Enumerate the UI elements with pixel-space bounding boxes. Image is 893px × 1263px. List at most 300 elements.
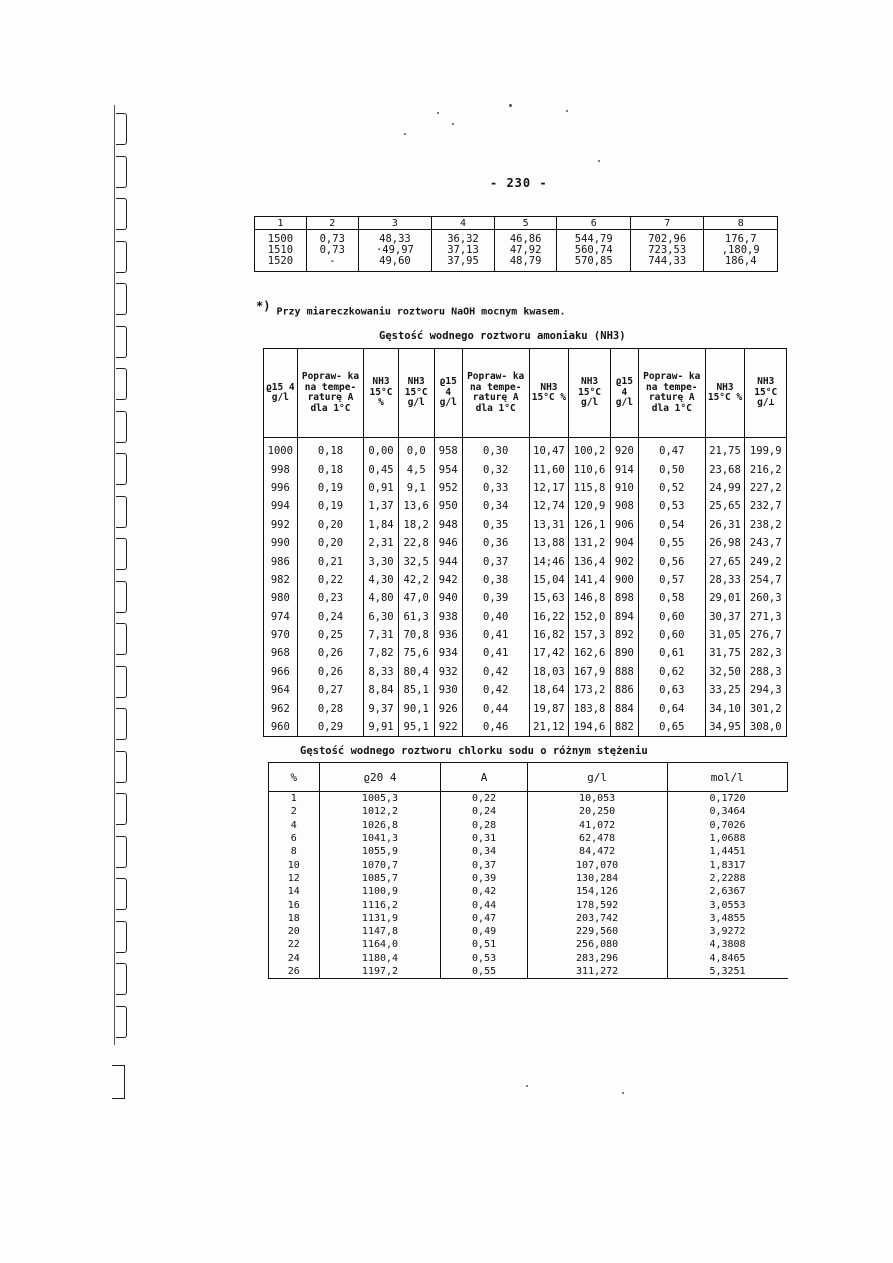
table-row (269, 965, 788, 979)
table-cell: 4,8465 (667, 952, 787, 965)
scan-speck (622, 1092, 624, 1094)
nacl-density-table (268, 762, 788, 979)
table-cell: 906 (610, 516, 638, 534)
table-cell: 0,61 (638, 644, 705, 662)
table-cell: 0,51 (441, 938, 527, 951)
table-cell: 178,592 (527, 898, 667, 911)
table-cell: 24 (287, 952, 300, 964)
table-cell: 18,64 (529, 681, 569, 699)
table-cell: 13,88 (529, 534, 569, 552)
binding-ring (116, 836, 127, 868)
table-cell: 1,0688 (667, 832, 787, 845)
column-header: 8 (704, 217, 778, 230)
table-cell: 0,1720 (667, 792, 787, 806)
table-cell: 136,4 (569, 552, 610, 570)
table-cell: 0,7026 (667, 819, 787, 832)
table-cell: 19,87 (529, 699, 569, 717)
table-cell: 922 (434, 718, 462, 737)
table-cell: 46,86 47,92 48,79 (494, 230, 557, 272)
table-cell: 0,52 (638, 479, 705, 497)
table-cell: 0,41 (462, 626, 529, 644)
table-cell: 0,58 (638, 589, 705, 607)
table-cell: 11,60 (529, 460, 569, 478)
column-header: g/l (527, 763, 667, 792)
table-cell: 34,10 (705, 699, 745, 717)
table-cell: 12,17 (529, 479, 569, 497)
spiral-binding (110, 105, 132, 1045)
table-body (264, 438, 787, 737)
table-cell: 892 (610, 626, 638, 644)
table-cell: 948 (434, 516, 462, 534)
table-cell: 229,560 (527, 925, 667, 938)
table-row (255, 230, 778, 272)
table-cell: 28,33 (705, 571, 745, 589)
table-header-row (264, 349, 787, 438)
table-cell: 183,8 (569, 699, 610, 717)
table-cell: 18 (287, 912, 300, 924)
nacl-table-title: Gęstość wodnego roztworu chlorku sodu o różnym stężeniu (300, 745, 648, 757)
table-cell: 2,31 (364, 534, 398, 552)
table-cell: 173,2 (569, 681, 610, 699)
table-cell: 254,7 (745, 571, 787, 589)
table-row (264, 552, 787, 570)
table-cell: 1055,9 (319, 845, 441, 858)
table-cell: 0,0 (398, 438, 434, 461)
table-cell: 0,53 (441, 952, 527, 965)
table-cell: 966 (264, 663, 298, 681)
table-cell: 1012,2 (319, 805, 441, 818)
binding-ring (116, 878, 127, 910)
binding-spine (114, 105, 115, 1045)
table-cell: 84,472 (527, 845, 667, 858)
table-cell: 888 (610, 663, 638, 681)
table-cell: 0,38 (462, 571, 529, 589)
column-header: NH3 15°C % (529, 349, 569, 438)
table-cell: 0,3464 (667, 805, 787, 818)
table-cell: 8 (290, 846, 297, 858)
table-cell: 8,33 (364, 663, 398, 681)
table-header-row (269, 763, 788, 792)
scan-speck (566, 110, 568, 112)
table-cell: 960 (264, 718, 298, 737)
table-cell: 894 (610, 608, 638, 626)
table-cell: 1164,0 (319, 938, 441, 951)
table-row (269, 858, 788, 871)
table-cell: 544,79 560,74 570,85 (557, 230, 630, 272)
table-cell: 1041,3 (319, 832, 441, 845)
table-cell: 1500 1510 1520 (267, 233, 294, 267)
table-cell: 2 (290, 806, 297, 818)
table-cell: 13,31 (529, 516, 569, 534)
table-cell: 17,42 (529, 644, 569, 662)
table-cell: 0,55 (638, 534, 705, 552)
table-cell: 20 (287, 926, 300, 938)
table-cell: 141,4 (569, 571, 610, 589)
column-header: 5 (494, 217, 557, 230)
table-row (264, 589, 787, 607)
table-cell: 0,56 (638, 552, 705, 570)
table-row (269, 912, 788, 925)
table-cell: 199,9 (745, 438, 787, 461)
table-cell: 946 (434, 534, 462, 552)
table-cell: 0,73 0,73 - (306, 230, 358, 272)
table-cell: 0,29 (297, 718, 364, 737)
table-cell: 0,44 (462, 699, 529, 717)
table-cell: 1,37 (364, 497, 398, 515)
binding-ring (116, 793, 127, 825)
binding-ring (116, 198, 127, 230)
table-row (269, 925, 788, 938)
table-cell: 47,0 (398, 589, 434, 607)
table-cell: 15,04 (529, 571, 569, 589)
table-cell: 1131,9 (319, 912, 441, 925)
table-cell: 944 (434, 552, 462, 570)
table-cell: 32,5 (398, 552, 434, 570)
binding-ring (116, 963, 127, 995)
column-header: ϱ20 4 (319, 763, 441, 792)
table-cell: 1147,8 (319, 925, 441, 938)
table-cell: 0,42 (462, 681, 529, 699)
binding-ring (116, 581, 127, 613)
table-cell: 1005,3 (319, 792, 441, 806)
table-cell: 16 (287, 899, 300, 911)
table-cell: 15,63 (529, 589, 569, 607)
table-cell: 120,9 (569, 497, 610, 515)
binding-ring (116, 496, 127, 528)
binding-ring (116, 113, 127, 145)
table-cell: 110,6 (569, 460, 610, 478)
column-header: % (269, 763, 320, 792)
table-cell: 0,34 (441, 845, 527, 858)
scan-speck (404, 133, 406, 135)
table-cell: 0,35 (462, 516, 529, 534)
table-row (269, 805, 788, 818)
table-row (264, 608, 787, 626)
table-cell: 24,99 (705, 479, 745, 497)
footnote-text: Przy miareczkowaniu roztworu NaOH mocnym kwasem. (276, 306, 566, 318)
table-cell: 0,22 (441, 792, 527, 806)
column-header: Popraw- ka na tempe- raturę A dla 1°C (462, 349, 529, 438)
table-cell: 41,072 (527, 819, 667, 832)
table-cell: 0,23 (297, 589, 364, 607)
table-cell: 3,30 (364, 552, 398, 570)
column-header: Popraw- ka na tempe- raturę A dla 1°C (297, 349, 364, 438)
table-cell: 996 (264, 479, 298, 497)
table-cell: 21,12 (529, 718, 569, 737)
table-cell: 154,126 (527, 885, 667, 898)
table-row (264, 497, 787, 515)
table-cell: 0,37 (462, 552, 529, 570)
table-cell: 0,42 (441, 885, 527, 898)
binding-clip (112, 1065, 125, 1099)
table-cell: 0,39 (462, 589, 529, 607)
table-cell: 0,47 (441, 912, 527, 925)
table-cell: 0,49 (441, 925, 527, 938)
table-cell: 9,37 (364, 699, 398, 717)
table-cell: 968 (264, 644, 298, 662)
table-cell: 4 (290, 819, 297, 831)
binding-ring (116, 708, 127, 740)
table-cell: 42,2 (398, 571, 434, 589)
column-header: 7 (630, 217, 703, 230)
table-cell: 216,2 (745, 460, 787, 478)
table-cell: 936 (434, 626, 462, 644)
column-header: 4 (432, 217, 495, 230)
table-cell: 9,1 (398, 479, 434, 497)
table-cell: 962 (264, 699, 298, 717)
table-cell: 1116,2 (319, 898, 441, 911)
table-cell: 0,91 (364, 479, 398, 497)
table-cell: 0,46 (462, 718, 529, 737)
table-cell: 0,33 (462, 479, 529, 497)
column-header: 1 (255, 217, 307, 230)
binding-ring (116, 241, 127, 273)
table-cell: 0,55 (441, 965, 527, 979)
table-row (269, 819, 788, 832)
table-cell: 3,0553 (667, 898, 787, 911)
table-cell: 974 (264, 608, 298, 626)
column-header: 3 (358, 217, 431, 230)
table-cell: 0,32 (462, 460, 529, 478)
table-cell: 1000 (264, 438, 298, 461)
continuation-table (254, 216, 778, 272)
table-row (264, 626, 787, 644)
table-cell: 970 (264, 626, 298, 644)
table-cell: 243,7 (745, 534, 787, 552)
table-cell: 1070,7 (319, 858, 441, 871)
table-cell: 107,070 (527, 858, 667, 871)
table-cell: 90,1 (398, 699, 434, 717)
table-cell: 194,6 (569, 718, 610, 737)
table-cell: 0,34 (462, 497, 529, 515)
table-cell: 16,82 (529, 626, 569, 644)
binding-ring (116, 326, 127, 358)
scan-speck (452, 123, 454, 125)
table-row (264, 644, 787, 662)
table-cell: 227,2 (745, 479, 787, 497)
table-cell: 18,2 (398, 516, 434, 534)
table-cell: 2,6367 (667, 885, 787, 898)
table-cell: 5,3251 (667, 965, 787, 979)
binding-ring (116, 623, 127, 655)
table-cell: 12 (287, 872, 300, 884)
table-cell: 6 (290, 833, 297, 845)
table-cell: 6,30 (364, 608, 398, 626)
column-header: NH3 15°C g/⊥ (745, 349, 787, 438)
table-cell: 85,1 (398, 681, 434, 699)
table-cell: 10 (287, 859, 300, 871)
table-cell: 146,8 (569, 589, 610, 607)
table-cell: 0,21 (297, 552, 364, 570)
table-cell: 31,75 (705, 644, 745, 662)
table-cell: 12,74 (529, 497, 569, 515)
table-cell: 157,3 (569, 626, 610, 644)
table-header-row (255, 217, 778, 230)
table-cell: 7,82 (364, 644, 398, 662)
table-cell: 0,64 (638, 699, 705, 717)
table-cell: 3,9272 (667, 925, 787, 938)
table-cell: 1,4451 (667, 845, 787, 858)
table-cell: 986 (264, 552, 298, 570)
table-cell: 0,22 (297, 571, 364, 589)
table-cell: 1 (290, 793, 297, 805)
table-cell: 48,33 ·49,97 49,60 (358, 230, 431, 272)
table-cell: 16,22 (529, 608, 569, 626)
table-cell: 4,30 (364, 571, 398, 589)
table-cell: 276,7 (745, 626, 787, 644)
column-header: 2 (306, 217, 358, 230)
table-cell: 1100,9 (319, 885, 441, 898)
table-cell: 4,3808 (667, 938, 787, 951)
table-cell: 10,053 (527, 792, 667, 806)
table-cell: 75,6 (398, 644, 434, 662)
table-cell: 0,20 (297, 516, 364, 534)
table-cell: 964 (264, 681, 298, 699)
table-cell: 932 (434, 663, 462, 681)
table-cell: 890 (610, 644, 638, 662)
table-cell: 13,6 (398, 497, 434, 515)
table-cell: 95,1 (398, 718, 434, 737)
table-cell: 294,3 (745, 681, 787, 699)
table-cell: 29,01 (705, 589, 745, 607)
binding-ring (116, 538, 127, 570)
table-cell: 982 (264, 571, 298, 589)
footnote-marker: *) (256, 299, 271, 313)
table-cell: 25,65 (705, 497, 745, 515)
table-cell: 0,45 (364, 460, 398, 478)
table-cell: 0,18 (297, 460, 364, 478)
table-cell: 31,05 (705, 626, 745, 644)
table-cell: 940 (434, 589, 462, 607)
table-cell: 0,53 (638, 497, 705, 515)
table-cell: 0,24 (297, 608, 364, 626)
table-cell: 0,57 (638, 571, 705, 589)
table-cell: 8,84 (364, 681, 398, 699)
table-cell: 934 (434, 644, 462, 662)
table-cell: 308,0 (745, 718, 787, 737)
table-cell: 1180,4 (319, 952, 441, 965)
scan-speck (509, 104, 512, 107)
table-cell: 0,44 (441, 898, 527, 911)
table-cell: 0,19 (297, 497, 364, 515)
table-row (264, 534, 787, 552)
table-cell: 926 (434, 699, 462, 717)
table-cell: 22,8 (398, 534, 434, 552)
table-cell: 0,26 (297, 644, 364, 662)
table-body (269, 792, 788, 979)
table-cell: 920 (610, 438, 638, 461)
table-row (264, 571, 787, 589)
table-cell: 249,2 (745, 552, 787, 570)
table-cell: 0,24 (441, 805, 527, 818)
table-cell: 0,19 (297, 479, 364, 497)
table-cell: 21,75 (705, 438, 745, 461)
table-cell: 0,18 (297, 438, 364, 461)
table-cell: 980 (264, 589, 298, 607)
table-row (264, 663, 787, 681)
table-cell: 886 (610, 681, 638, 699)
table-cell: 256,080 (527, 938, 667, 951)
table-cell: 27,65 (705, 552, 745, 570)
scan-speck (437, 112, 439, 114)
table-cell: 288,3 (745, 663, 787, 681)
column-header: NH3 15°C g/l (398, 349, 434, 438)
table-cell: 14 (287, 886, 300, 898)
table-row (264, 681, 787, 699)
table-cell: 0,62 (638, 663, 705, 681)
table-cell: 152,0 (569, 608, 610, 626)
table-cell: 32,50 (705, 663, 745, 681)
column-header: mol/l (667, 763, 787, 792)
table-cell: 4,5 (398, 460, 434, 478)
table-cell: 998 (264, 460, 298, 478)
column-header: NH3 15°C % (705, 349, 745, 438)
table-cell: 1026,8 (319, 819, 441, 832)
table-row (269, 885, 788, 898)
column-header: ϱ15 4 g/l (434, 349, 462, 438)
table-cell: 30,37 (705, 608, 745, 626)
column-header: NH3 15°C % (364, 349, 398, 438)
table-cell: 0,42 (462, 663, 529, 681)
column-header: Popraw- ka na tempe- raturę A dla 1°C (638, 349, 705, 438)
table-cell: 0,25 (297, 626, 364, 644)
footnote (256, 299, 565, 317)
binding-ring (116, 1006, 127, 1038)
table-cell: 14;46 (529, 552, 569, 570)
table-cell: 898 (610, 589, 638, 607)
table-cell: 930 (434, 681, 462, 699)
binding-ring (116, 411, 127, 443)
table-cell: 10,47 (529, 438, 569, 461)
table-cell: 954 (434, 460, 462, 478)
table-cell: 1197,2 (319, 965, 441, 979)
table-cell: 3,4855 (667, 912, 787, 925)
ammonia-table-title: Gęstość wodnego roztworu amoniaku (NH3) (379, 330, 626, 342)
table-cell: 904 (610, 534, 638, 552)
table-cell: 130,284 (527, 872, 667, 885)
table-row (264, 699, 787, 717)
table-cell: 958 (434, 438, 462, 461)
table-cell: 994 (264, 497, 298, 515)
table-cell: 952 (434, 479, 462, 497)
table-cell: 311,272 (527, 965, 667, 979)
table-cell: 36,32 37,13 37,95 (432, 230, 495, 272)
table-cell: 22 (287, 939, 300, 951)
table-cell: 0,39 (441, 872, 527, 885)
table-cell: 7,31 (364, 626, 398, 644)
table-cell: 1,84 (364, 516, 398, 534)
binding-ring (116, 751, 127, 783)
table-cell: 0,00 (364, 438, 398, 461)
table-cell: 0,50 (638, 460, 705, 478)
table-row (269, 938, 788, 951)
table-cell: 0,27 (297, 681, 364, 699)
table-cell: 301,2 (745, 699, 787, 717)
table-cell: 283,296 (527, 952, 667, 965)
table-cell: 2,2288 (667, 872, 787, 885)
binding-ring (116, 368, 127, 400)
table-cell: 0,41 (462, 644, 529, 662)
table-row (269, 792, 788, 806)
table-row (264, 438, 787, 461)
table-cell: 0,28 (297, 699, 364, 717)
table-cell: 26,98 (705, 534, 745, 552)
binding-ring (116, 921, 127, 953)
table-cell: 1085,7 (319, 872, 441, 885)
binding-ring (116, 156, 127, 188)
scan-speck (526, 1085, 528, 1087)
column-header: 6 (557, 217, 630, 230)
